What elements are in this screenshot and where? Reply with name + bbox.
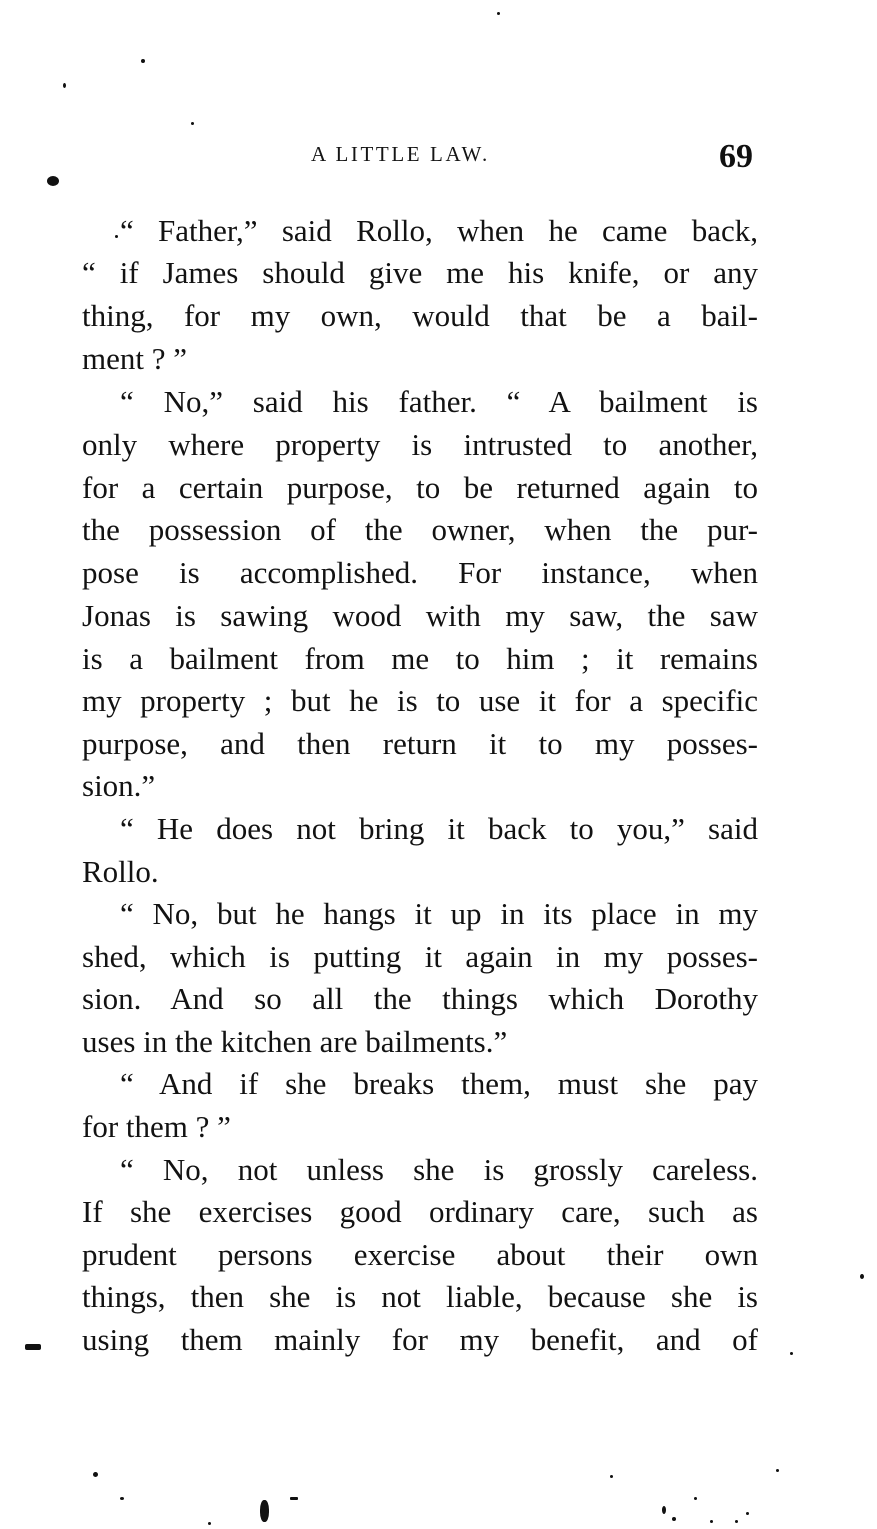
text-line: “ No,” said his father. “ A bailment is <box>120 384 758 419</box>
scan-speck <box>662 1506 666 1514</box>
text-line: only where property is intrusted to another, <box>82 427 758 462</box>
scan-speck <box>47 176 59 186</box>
text-line: is a bailment from me to him ; it remains <box>82 641 758 676</box>
scan-speck <box>694 1497 697 1500</box>
text-line: sion.” <box>82 768 156 803</box>
text-line: If she exercises good ordinary care, such as <box>82 1194 758 1229</box>
text-line: purpose, and then return it to my posses- <box>82 726 758 761</box>
text-line: the possession of the owner, when the pur- <box>82 512 758 547</box>
text-line: ment ? ” <box>82 341 188 376</box>
scan-speck <box>115 235 118 238</box>
scan-speck <box>497 12 500 15</box>
text-line: for a certain purpose, to be returned again to <box>82 470 758 505</box>
text-line: shed, which is putting it again in my posses- <box>82 939 758 974</box>
text-line: sion. And so all the things which Dorothy <box>82 981 758 1016</box>
text-line: Jonas is sawing wood with my saw, the saw <box>82 598 758 633</box>
text-line: for them ? ” <box>82 1109 231 1144</box>
scan-speck <box>120 1497 124 1500</box>
scan-speck <box>860 1274 864 1279</box>
text-line: “ No, not unless she is grossly careless. <box>120 1152 758 1187</box>
scan-speck <box>63 83 66 88</box>
text-line: Rollo. <box>82 854 159 889</box>
scan-speck <box>93 1472 98 1477</box>
text-line: “ He does not bring it back to you,” said <box>120 811 758 846</box>
scan-speck <box>25 1344 41 1350</box>
scan-speck <box>735 1520 738 1523</box>
scan-speck <box>260 1500 269 1522</box>
scan-speck <box>208 1522 211 1525</box>
text-line: thing, for my own, would that be a bail- <box>82 298 758 333</box>
scan-speck <box>790 1352 793 1355</box>
scan-speck <box>672 1517 676 1521</box>
scan-speck <box>776 1469 779 1472</box>
scan-speck <box>141 59 145 63</box>
running-head: A LITTLE LAW. <box>311 142 490 166</box>
scan-speck <box>191 122 194 125</box>
text-line: using them mainly for my benefit, and of <box>82 1322 758 1357</box>
page-number: 69 <box>719 138 753 175</box>
text-line: my property ; but he is to use it for a specific <box>82 683 758 718</box>
text-line: things, then she is not liable, because she is <box>82 1279 758 1314</box>
text-line: “ No, but he hangs it up in its place in my <box>120 896 758 931</box>
text-line: uses in the kitchen are bailments.” <box>82 1024 508 1059</box>
text-line: “ if James should give me his knife, or any <box>82 255 758 290</box>
text-line: “ And if she breaks them, must she pay <box>120 1066 758 1101</box>
scan-speck <box>290 1497 298 1500</box>
scan-speck <box>610 1475 613 1478</box>
text-line: pose is accomplished. For instance, when <box>82 555 758 590</box>
text-line: prudent persons exercise about their own <box>82 1237 758 1272</box>
scan-speck <box>710 1520 713 1523</box>
text-line: “ Father,” said Rollo, when he came back, <box>120 213 758 248</box>
scan-speck <box>746 1512 749 1515</box>
